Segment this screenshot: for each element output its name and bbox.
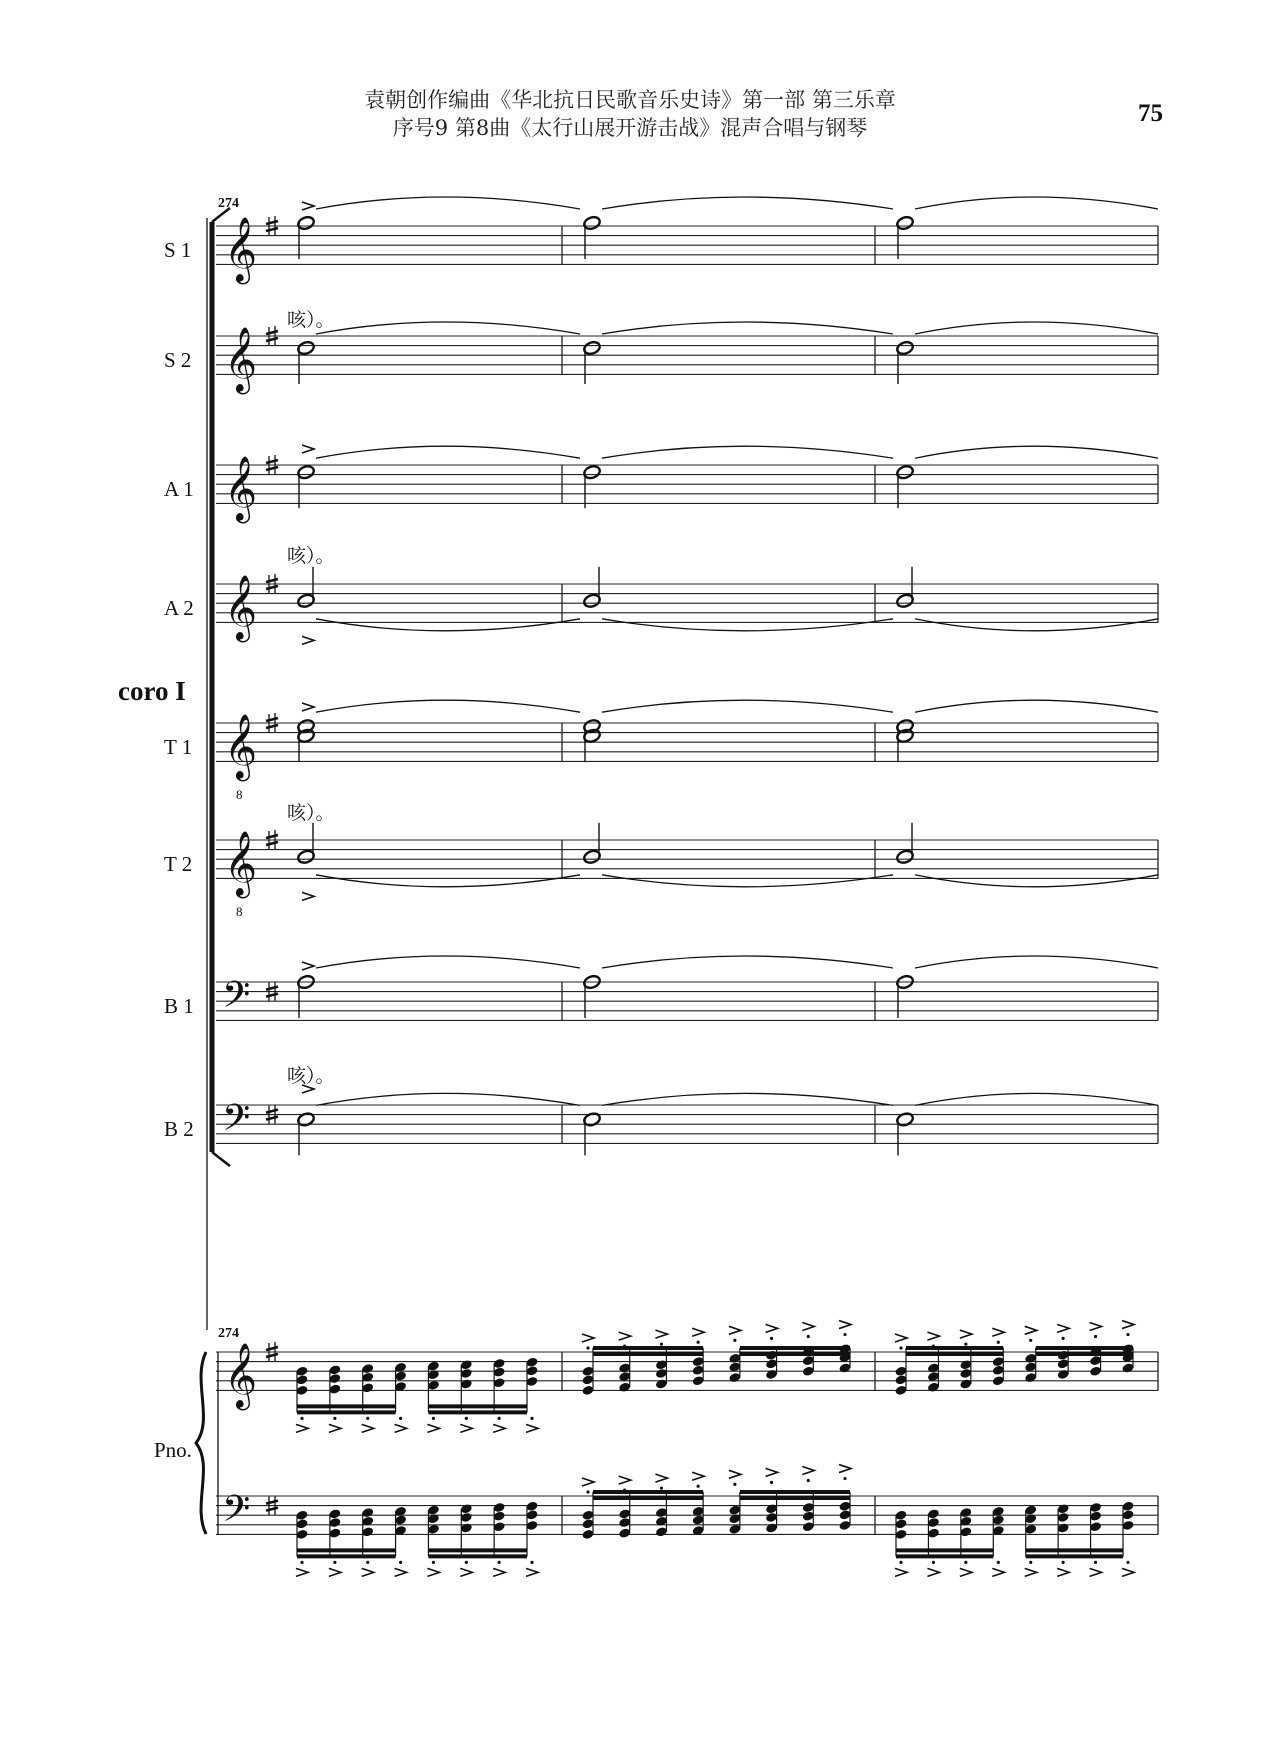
tie xyxy=(316,875,580,887)
piano-brace xyxy=(196,1352,206,1534)
half-note xyxy=(896,823,915,865)
treble-clef-icon: 𝄞 xyxy=(224,831,258,896)
tie xyxy=(602,875,893,887)
sixteenth-chord xyxy=(992,1506,1005,1577)
accent-icon xyxy=(302,445,314,453)
treble-clef-icon: 𝄞 xyxy=(224,327,258,392)
accent-icon xyxy=(1090,1568,1102,1576)
half-note xyxy=(297,718,316,762)
accent-icon xyxy=(362,1424,374,1432)
half-note xyxy=(896,718,915,762)
sixteenth-chord xyxy=(460,1359,473,1432)
accent-icon xyxy=(960,1568,972,1576)
tie xyxy=(316,956,580,968)
sixteenth-chord xyxy=(525,1357,538,1433)
voice-label-b1: B 1 xyxy=(164,994,194,1018)
accent-icon xyxy=(493,1568,505,1576)
half-note xyxy=(297,823,316,865)
sixteenth-chord xyxy=(525,1501,538,1577)
accent-icon xyxy=(619,1332,631,1340)
accent-icon xyxy=(582,1334,594,1342)
tie xyxy=(915,700,1158,712)
tie xyxy=(602,446,893,458)
staccato-dot xyxy=(399,1561,402,1564)
staccato-dot xyxy=(1062,1561,1065,1564)
staccato-dot xyxy=(366,1561,369,1564)
header-line-1: 袁朝创作编曲《华北抗日民歌音乐史诗》第一部 第三乐章 xyxy=(364,88,896,112)
bass-clef-icon: 𝄢 xyxy=(222,974,251,1025)
staccato-dot xyxy=(733,1339,736,1342)
staccato-dot xyxy=(399,1417,402,1420)
lyric-t2: 咳）。 xyxy=(287,802,335,824)
treble-clef-icon: 𝄞 xyxy=(224,1343,258,1408)
accent-icon xyxy=(895,1334,907,1342)
accent-icon xyxy=(1025,1568,1037,1576)
half-note xyxy=(583,974,602,1018)
half-note xyxy=(896,567,915,609)
staff-t1 xyxy=(216,713,1158,802)
staccato-dot xyxy=(1029,1561,1032,1564)
bass-clef-icon: 𝄢 xyxy=(222,1097,251,1148)
accent-icon xyxy=(692,1328,704,1336)
staff-s2 xyxy=(216,326,1158,394)
sixteenth-chord xyxy=(460,1503,473,1576)
accent-icon xyxy=(329,1424,341,1432)
sixteenth-chord xyxy=(328,1364,341,1432)
accent-icon xyxy=(427,1424,439,1432)
staccato-dot xyxy=(843,1477,846,1480)
tie xyxy=(602,700,893,712)
staff-b1 xyxy=(216,974,1158,1025)
accent-icon xyxy=(1057,1324,1069,1332)
sixteenth-chord xyxy=(295,1510,308,1577)
octave-8-mark: 8 xyxy=(236,787,243,802)
staff-s1 xyxy=(216,216,1158,284)
staccato-dot xyxy=(300,1417,303,1420)
staccato-dot xyxy=(586,1490,589,1493)
accent-icon xyxy=(460,1424,472,1432)
accent-icon xyxy=(655,1330,667,1338)
half-note xyxy=(583,464,602,508)
half-note xyxy=(583,718,602,762)
voice-label-a1: A 1 xyxy=(164,477,194,501)
half-note xyxy=(297,567,316,609)
accent-icon xyxy=(1057,1568,1069,1576)
accent-icon xyxy=(1122,1568,1134,1576)
tie xyxy=(915,322,1158,334)
half-note xyxy=(896,464,915,508)
accent-icon xyxy=(296,1568,308,1576)
half-note xyxy=(896,974,915,1018)
piano-label: Pno. xyxy=(154,1438,192,1462)
sixteenth-chord xyxy=(394,1506,407,1577)
tie xyxy=(915,956,1158,968)
staccato-dot xyxy=(333,1561,336,1564)
sixteenth-chord xyxy=(765,1468,778,1533)
lyric-a2: 咳）。 xyxy=(287,545,335,567)
accent-icon xyxy=(992,1328,1004,1336)
accent-icon xyxy=(766,1468,778,1476)
sixteenth-chord xyxy=(394,1362,407,1433)
staccato-dot xyxy=(932,1561,935,1564)
sixteenth-chord xyxy=(581,1478,594,1540)
staff-b2 xyxy=(216,1097,1158,1148)
staccato-dot xyxy=(899,1346,902,1349)
half-note xyxy=(297,974,316,1018)
staccato-dot xyxy=(697,1485,700,1488)
staccato-dot xyxy=(964,1561,967,1564)
staccato-dot xyxy=(1126,1561,1129,1564)
accent-icon xyxy=(362,1568,374,1576)
sixteenth-chord xyxy=(1057,1503,1070,1576)
tie xyxy=(316,1093,580,1105)
accent-icon xyxy=(729,1470,741,1478)
tie xyxy=(602,1093,893,1105)
half-note xyxy=(583,215,602,259)
accent-icon xyxy=(493,1424,505,1432)
sixteenth-chord xyxy=(894,1334,907,1396)
staff-t2 xyxy=(216,830,1158,919)
accent-icon xyxy=(302,703,314,711)
piano-left-hand-staff xyxy=(216,1488,1158,1539)
tie xyxy=(602,322,893,334)
accent-icon xyxy=(802,1466,814,1474)
accent-icon xyxy=(927,1568,939,1576)
staccato-dot xyxy=(660,1487,663,1490)
accent-icon xyxy=(329,1568,341,1576)
sixteenth-chord xyxy=(618,1476,631,1539)
staccato-dot xyxy=(660,1343,663,1346)
staccato-dot xyxy=(733,1483,736,1486)
tie xyxy=(915,446,1158,458)
staccato-dot xyxy=(300,1561,303,1564)
tie xyxy=(915,1093,1158,1105)
accent-icon xyxy=(839,1321,851,1329)
sixteenth-chord xyxy=(728,1326,741,1383)
half-note xyxy=(297,340,316,384)
choir-group-label: coro I xyxy=(118,676,186,706)
sixteenth-chord xyxy=(692,1472,705,1536)
staccato-dot xyxy=(1094,1561,1097,1564)
accent-icon xyxy=(427,1568,439,1576)
staccato-dot xyxy=(807,1335,810,1338)
accent-icon xyxy=(526,1568,538,1576)
accent-icon xyxy=(619,1476,631,1484)
accent-icon xyxy=(302,1085,314,1093)
staccato-dot xyxy=(432,1417,435,1420)
accent-icon xyxy=(839,1465,851,1473)
staccato-dot xyxy=(333,1417,336,1420)
accent-icon xyxy=(1090,1322,1102,1330)
sixteenth-chord xyxy=(692,1328,705,1386)
treble-clef-icon: 𝄞 xyxy=(224,456,258,521)
staccato-dot xyxy=(997,1561,1000,1564)
sixteenth-chord xyxy=(927,1332,940,1393)
sixteenth-chord xyxy=(1024,1326,1037,1383)
accent-icon xyxy=(895,1568,907,1576)
sixteenth-chord xyxy=(618,1332,631,1393)
treble-clef-icon: 𝄞 xyxy=(224,714,258,779)
staccato-dot xyxy=(432,1561,435,1564)
voice-label-t1: T 1 xyxy=(164,735,193,759)
header-line-2: 序号9 第8曲《太行山展开游击战》混声合唱与钢琴 xyxy=(392,116,868,140)
staccato-dot xyxy=(1029,1339,1032,1342)
accent-icon xyxy=(729,1326,741,1334)
staccato-dot xyxy=(498,1417,501,1420)
staccato-dot xyxy=(1094,1335,1097,1338)
staccato-dot xyxy=(697,1341,700,1344)
measure-number: 274 xyxy=(218,196,239,211)
accent-icon xyxy=(302,892,314,900)
staccato-dot xyxy=(366,1417,369,1420)
accent-icon xyxy=(460,1568,472,1576)
treble-clef-icon: 𝄞 xyxy=(224,217,258,282)
octave-8-mark: 8 xyxy=(236,904,243,919)
half-note xyxy=(297,464,316,508)
tie xyxy=(316,197,580,209)
tie xyxy=(316,700,580,712)
accent-icon xyxy=(302,202,314,210)
tie xyxy=(915,197,1158,209)
accent-icon xyxy=(766,1324,778,1332)
accent-icon xyxy=(992,1568,1004,1576)
page-number: 75 xyxy=(1138,100,1163,127)
accent-icon xyxy=(395,1568,407,1576)
staccato-dot xyxy=(1062,1337,1065,1340)
accent-icon xyxy=(302,636,314,644)
staff-a2 xyxy=(216,574,1158,642)
half-note xyxy=(583,567,602,609)
staff-a1 xyxy=(216,455,1158,523)
accent-icon xyxy=(302,962,314,970)
sixteenth-chord xyxy=(927,1508,940,1576)
lyric-b2: 咳）。 xyxy=(287,1065,335,1087)
half-note xyxy=(583,340,602,384)
staccato-dot xyxy=(807,1479,810,1482)
staccato-dot xyxy=(770,1337,773,1340)
tie xyxy=(915,619,1158,631)
tie xyxy=(915,875,1158,887)
sixteenth-chord xyxy=(328,1508,341,1576)
voice-label-s2: S 2 xyxy=(164,348,192,372)
sixteenth-chord xyxy=(493,1358,506,1433)
voice-label-t2: T 2 xyxy=(164,852,193,876)
voice-label-s1: S 1 xyxy=(164,238,192,262)
voice-label-a2: A 2 xyxy=(164,596,194,620)
voice-label-b2: B 2 xyxy=(164,1117,194,1141)
half-note xyxy=(896,215,915,259)
sixteenth-chord xyxy=(1089,1502,1102,1577)
staccato-dot xyxy=(997,1341,1000,1344)
tie xyxy=(602,956,893,968)
staccato-dot xyxy=(964,1343,967,1346)
sixteenth-chord xyxy=(959,1507,972,1576)
piano-measure-number: 274 xyxy=(218,1326,239,1341)
staccato-dot xyxy=(465,1561,468,1564)
staccato-dot xyxy=(498,1561,501,1564)
sixteenth-chord xyxy=(894,1510,907,1577)
tie xyxy=(316,619,580,631)
half-note xyxy=(297,215,316,259)
sixteenth-chord xyxy=(295,1366,308,1433)
accent-icon xyxy=(960,1330,972,1338)
accent-icon xyxy=(582,1478,594,1486)
bracket-bottom-hook xyxy=(212,1152,230,1166)
bass-clef-icon: 𝄢 xyxy=(222,1488,251,1539)
staccato-dot xyxy=(530,1561,533,1564)
sixteenth-chord xyxy=(1121,1501,1134,1577)
sixteenth-chord xyxy=(361,1507,374,1576)
accent-icon xyxy=(296,1424,308,1432)
tie xyxy=(602,197,893,209)
staccato-dot xyxy=(899,1561,902,1564)
sixteenth-chord xyxy=(493,1502,506,1577)
accent-icon xyxy=(692,1472,704,1480)
tie xyxy=(316,446,580,458)
sixteenth-chord xyxy=(361,1363,374,1432)
staccato-dot xyxy=(530,1417,533,1420)
accent-icon xyxy=(802,1322,814,1330)
accent-icon xyxy=(655,1474,667,1482)
staccato-dot xyxy=(465,1417,468,1420)
accent-icon xyxy=(526,1424,538,1432)
staccato-dot xyxy=(770,1481,773,1484)
tie xyxy=(316,322,580,334)
half-note xyxy=(896,340,915,384)
sixteenth-chord xyxy=(992,1328,1005,1386)
treble-clef-icon: 𝄞 xyxy=(224,575,258,640)
accent-icon xyxy=(1025,1326,1037,1334)
accent-icon xyxy=(395,1424,407,1432)
half-note xyxy=(583,823,602,865)
staccato-dot xyxy=(843,1333,846,1336)
accent-icon xyxy=(1122,1321,1134,1329)
tie xyxy=(602,619,893,631)
lyric-s2: 咳）。 xyxy=(287,309,335,331)
sixteenth-chord xyxy=(581,1334,594,1396)
staccato-dot xyxy=(1126,1333,1129,1336)
staccato-dot xyxy=(586,1346,589,1349)
accent-icon xyxy=(927,1332,939,1340)
